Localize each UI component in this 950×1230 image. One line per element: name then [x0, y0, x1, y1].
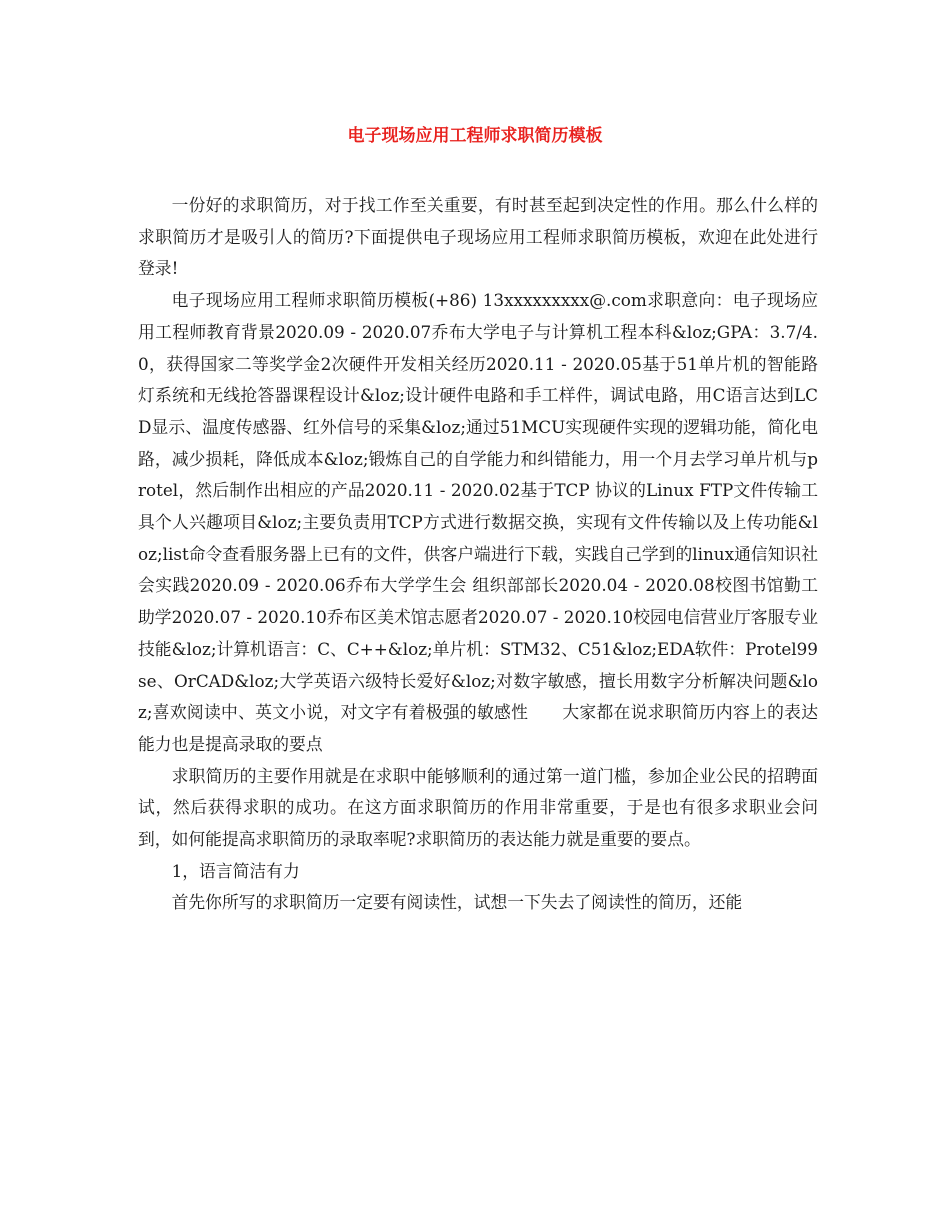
- body-paragraph-resume-purpose: 求职简历的主要作用就是在求职中能够顺利的通过第一道门槛，参加企业公民的招聘面试，然后获得求职的成功。在这方面求职简历的作用非常重要，于是也有很多求职业会问到，如何能提高求职简历的录取率呢?求职简历的表达能力就是重要的要点。: [138, 765, 818, 850]
- body-paragraph-readability: 首先你所写的求职简历一定要有阅读性，试想一下失去了阅读性的简历，还能: [171, 892, 743, 913]
- body-paragraph-heading-concise: 1，语言简洁有力: [171, 860, 300, 881]
- body-paragraph-intro: 一份好的求职简历，对于找工作至关重要，有时甚至起到决定性的作用。那么什么样的求职简历才是吸引人的简历?下面提供电子现场应用工程师求职简历模板，欢迎在此处进行登录!: [138, 195, 818, 279]
- document-title: 电子现场应用工程师求职简历模板: [347, 126, 603, 146]
- document-body: [138, 190, 818, 919]
- body-paragraph-resume-template: 电子现场应用工程师求职简历模板(+86) 13xxxxxxxxx@.com求职意向：电子现场应用工程师教育背景2020.09 - 2020.07乔布大学电子与计算机工程本科&loz;GPA：3.7/4.0，获得国家二等奖学金2次硬件开发相关经历2020.11 - 2020.05基于51单片机的智能路灯系统和无线抢答器课程设计&loz;设计硬件电路和手工样件，调试电路，用C语言达到LCD显示、温度传感器、红外信号的采集&loz;通过51MCU实现硬件实现的逻辑功能，简化电路，减少损耗，降低成本&loz;锻炼自己的自学能力和纠错能力，用一个月去学习单片机与protel，然后制作出相应的产品2020.11 - 2020.02基于TCP 协议的Linux FTP文件传输工具个人兴趣项目&loz;主要负责用TCP方式进行数据交换，实现有文件传输以及上传功能&loz;list命令查看服务器上已有的文件，供客户端进行下载，实践自己学到的linux通信知识社会实践2020.09 - 2020.06乔布大学学生会 组织部部长2020.04 - 2020.08校图书馆勤工助学2020.07 - 2020.10乔布区美术馆志愿者2020.07 - 2020.10校园电信营业厅客服专业技能&loz;计算机语言：C、C++&loz;单片机：STM32、C51&loz;EDA软件：Protel99se、OrCAD&loz;大学英语六级特长爱好&loz;对数字敏感，擅长用数字分析解决问题&loz;喜欢阅读中、英文小说，对文字有着极强的敏感性 大家都在说求职简历内容上的表达能力也是提高录取的要点: [138, 290, 818, 754]
